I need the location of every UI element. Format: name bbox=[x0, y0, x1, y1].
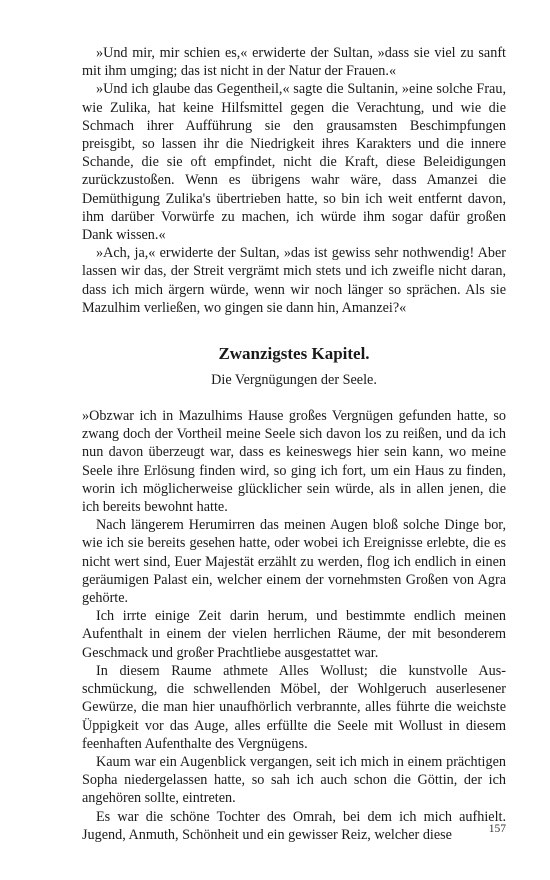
chapter-subtitle: Die Vergnügungen der Seele. bbox=[211, 372, 377, 389]
paragraph: »Und mir, mir schien es,« erwiderte der Sultan, »dass sie viel zu sanft mit ihm umging; das ist nicht in der Natur der Frauen.« bbox=[82, 45, 506, 80]
paragraph: Es war die schöne Tochter des Omrah, bei dem ich mich aufhielt. Jugend, Anmuth, Schönheit und ein gewisser Reiz, welcher diese bbox=[82, 808, 506, 843]
paragraph: In diesem Raume athmete Alles Wollust; die kunstvolle Ausschmückung, die schwellenden Möbel, der Wohlgeruch auserlesener Gewürze, die man hier unaufhörlich verbrannte, alles führte die weichste Üppigkeit vor das Auge, alles erfüllte die Seele mit Wollust in diesem feenhaften Aufenthalte des Vergnügens. bbox=[82, 662, 506, 752]
page-number: 157 bbox=[488, 823, 506, 835]
paragraph: Nach längerem Herumirren das meinen Augen bloß solche Dinge bor, wie ich sie bereits gesehen hatte, oder wobei ich Ereignisse erlebte, die es nicht wert sind, Euer Majestät erzählt zu werden, flog ich endlich in einen geräumigen Palast ein, welcher einem der vornehmsten Großen von Agra gehörte. bbox=[82, 517, 506, 607]
paragraph: Ich irrte einige Zeit darin herum, und bestimmte endlich meinen Aufenthalt in einem der vielen herrlichen Räume, der mit besonderem Geschmack und großer Prachtliebe ausgestattet war. bbox=[82, 608, 506, 661]
paragraph: Kaum war ein Augenblick vergangen, seit ich mich in einem prächtigen Sopha niedergelassen hatte, so sah ich auch schon die Göttin, der ich angehören sollte, eintreten. bbox=[82, 753, 506, 807]
paragraph: »Und ich glaube das Gegentheil,« sagte die Sultanin, »eine solche Frau, wie Zulika, hat keine Hilfsmittel gegen die Verachtung, und wie die Schmach ihrer Aufführung sie den grausamsten Beschimpfungen preisgibt, so lassen ihr die Niedrigkeit ihres Karakters und die innere Schande, die sie oft empfindet, nicht die Kraft, diese Beleidigungen zurückzustoßen. Wenn es übrigens wahr wäre, dass Amanzei die Demüthigung Zulika's übertrieben hatte, so bin ich weit entfernt davon, ihm darüber Vorwürfe zu machen, ich würde ihm sogar dafür großen Dank wissen.« bbox=[82, 81, 506, 244]
book-page bbox=[82, 44, 506, 844]
chapter-title: Zwanzigstes Kapitel. bbox=[218, 344, 370, 364]
paragraph: »Ach, ja,« erwiderte der Sultan, »das ist gewiss sehr nothwendig! Aber lassen wir das, der Streit vergrämt mich stets und ich zweifle nicht daran, dass ich mich ärgern würde, wenn wir noch länger so sprächen. Als sie Mazulhim verließen, wo gingen sie dann hin, Amanzei?« bbox=[82, 245, 506, 316]
paragraph: »Obzwar ich in Mazulhims Hause großes Vergnügen gefunden hatte, so zwang doch der Vortheil meine Seele sich davon los zu reißen, und da ich nun davon überzeugt war, dass es keineswegs hier sein kann, wo meine Seele ihre Erlösung finden wird, so ging ich fort, um ein Haus zu finden, worin ich möglicherweise glücklicher sein würde, als in allen jenen, die ich bereits bewohnt hatte. bbox=[82, 408, 506, 516]
